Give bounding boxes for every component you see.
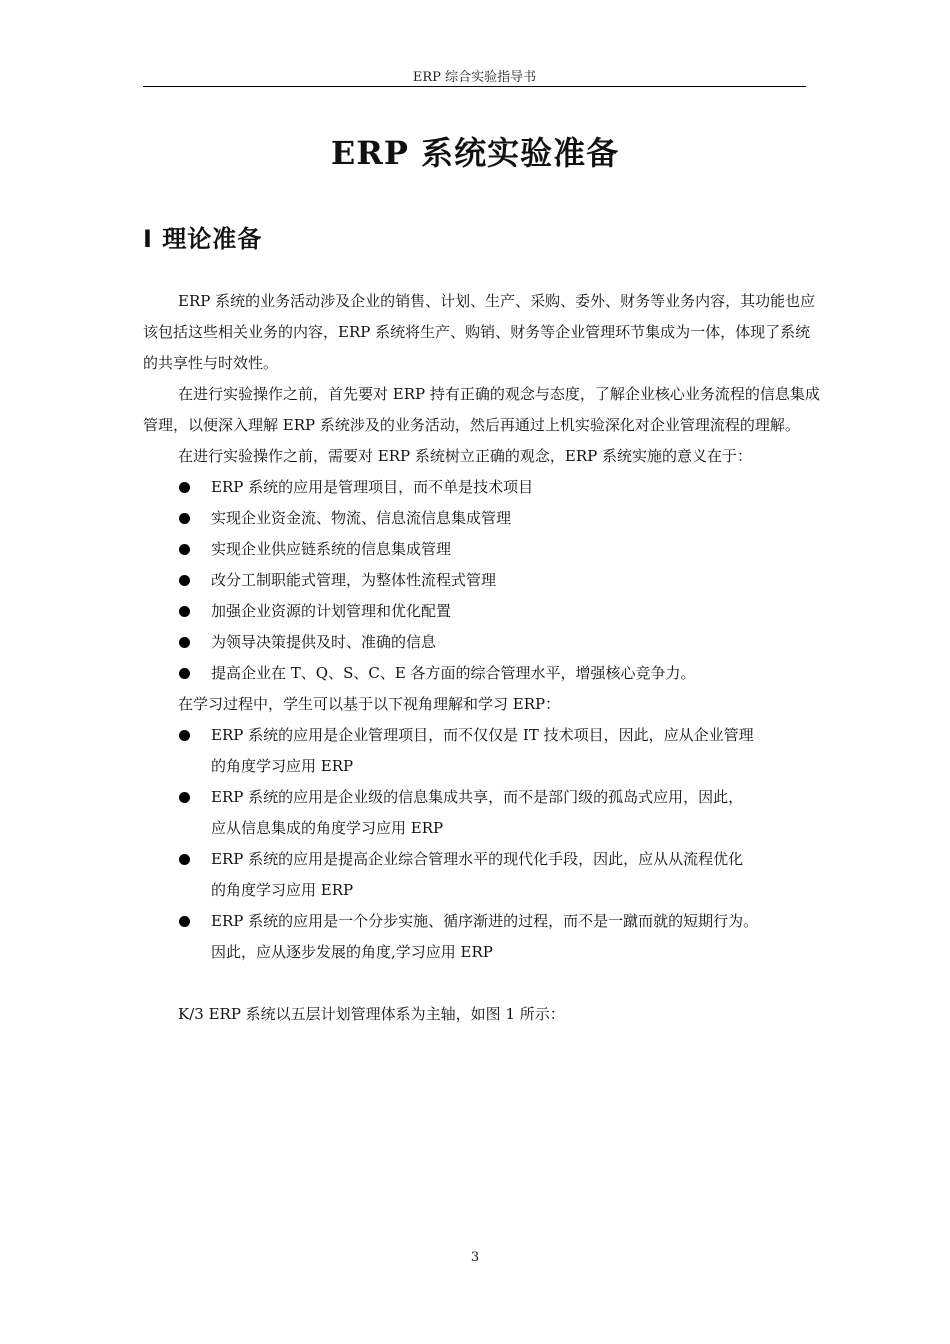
list-item-text: 改分工制职能式管理，为整体性流程式管理 [211,571,497,589]
bullet-icon [179,637,190,648]
bullet-icon [179,575,190,586]
list-item-text: 实现企业资金流、物流、信息流信息集成管理 [211,509,512,527]
bullet-icon [179,482,190,493]
paragraph: ERP 系统的业务活动涉及企业的销售、计划、生产、采购、委外、财务等业务内容，其功能也应该包括这些相关业务的内容，ERP 系统将生产、购销、财务等企业管理环节集成为一体，体现了系统的共享性与时效性。 [143,292,816,372]
bullet-icon [179,730,190,741]
list-item [143,534,823,565]
list-item [143,472,823,503]
body-text [143,286,823,1030]
bullet-icon [179,916,190,927]
chapter-title: ERP 系统实验准备 [330,134,620,172]
closing-paragraph: K/3 ERP 系统以五层计划管理体系为主轴，如图 1 所示： [178,1005,565,1023]
bullet-icon [179,792,190,803]
list-item [143,658,823,689]
list-item [143,565,823,596]
header-rule [143,86,806,87]
list-item [143,503,823,534]
list-item-line: ERP 系统的应用是提高企业综合管理水平的现代化手段，因此，应从从流程优化 [211,850,744,868]
list-item-text: 加强企业资源的计划管理和优化配置 [211,602,452,620]
list-item-text: 提高企业在 T、Q、S、C、E 各方面的综合管理水平，增强核心竞争力。 [211,664,696,682]
list-item-line: ERP 系统的应用是一个分步实施、循序渐进的过程，而不是一蹴而就的短期行为。 [211,912,759,930]
paragraph: 在进行实验操作之前，需要对 ERP 系统树立正确的观念，ERP 系统实施的意义在于： [178,447,752,465]
page-number: 3 [470,1250,480,1265]
list-item [143,844,823,906]
list-item-line: ERP 系统的应用是企业管理项目，而不仅仅是 IT 技术项目，因此，应从企业管理 [211,726,754,744]
list-item-text: 为领导决策提供及时、准确的信息 [211,633,437,651]
list-item-line: 的角度学习应用 ERP [211,881,354,899]
bullet-icon [179,668,190,679]
list-item [143,906,823,968]
bullet-icon [179,544,190,555]
list-item-text: ERP 系统的应用是管理项目，而不单是技术项目 [211,478,534,496]
list-item [143,782,823,844]
bullet-icon [179,513,190,524]
bullet-icon [179,606,190,617]
list-item-line: 的角度学习应用 ERP [211,757,354,775]
list-item [143,627,823,658]
spacer [143,968,823,999]
list-item-line: 应从信息集成的角度学习应用 ERP [211,819,444,837]
paragraph: 在进行实验操作之前，首先要对 ERP 持有正确的观念与态度，了解企业核心业务流程的信息集成管理，以便深入理解 ERP 系统涉及的业务活动，然后再通过上机实验深化对企业管理流程的理解。 [143,385,820,434]
learning-intro: 在学习过程中，学生可以基于以下视角理解和学习 ERP： [178,695,561,713]
list-item-line: ERP 系统的应用是企业级的信息集成共享，而不是部门级的孤岛式应用，因此， [211,788,744,806]
section-heading: I 理论准备 [143,225,263,253]
list-item [143,596,823,627]
list-item-text: 实现企业供应链系统的信息集成管理 [211,540,452,558]
list-item [143,720,823,782]
list-item-line: 因此，应从逐步发展的角度,学习应用 ERP [211,943,493,961]
bullet-icon [179,854,190,865]
running-header: ERP 综合实验指导书 [412,70,537,85]
